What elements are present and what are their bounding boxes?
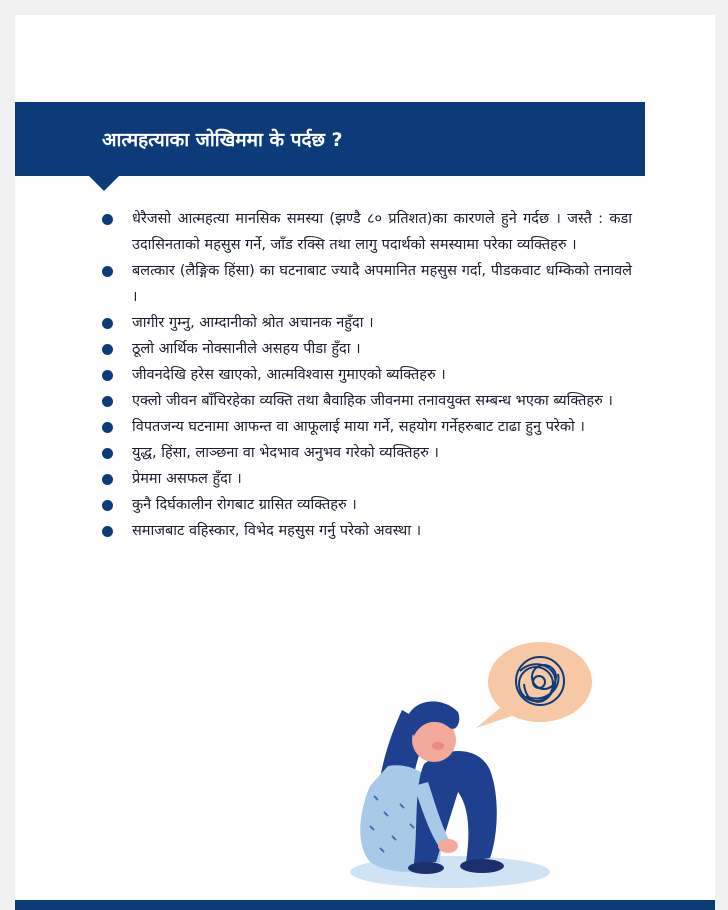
section-title: आत्महत्याका जोखिममा के पर्दछ ? bbox=[102, 129, 343, 151]
bullet-icon bbox=[102, 318, 113, 329]
bullet-icon bbox=[102, 344, 113, 355]
risk-list bbox=[100, 206, 632, 544]
list-item-text: धेरैजसो आत्महत्या मानसिक समस्या (झण्डै ८० प्रतिशत)का कारणले हुने गर्दछ । जस्तै : कडा उदासिनताको महसुस गर्ने, जाँड रक्सि तथा लागु पदार्थको समस्यामा परेका व्यक्तिहरु । bbox=[132, 211, 632, 253]
list-item bbox=[100, 206, 632, 258]
bullet-icon bbox=[102, 214, 113, 225]
list-item-text: समाजबाट वहिस्कार, विभेद महसुस गर्नु परेको अवस्था । bbox=[132, 523, 422, 539]
list-item bbox=[100, 362, 632, 388]
list-item bbox=[100, 492, 632, 518]
list-item-text: विपतजन्य घटनामा आफन्त वा आफूलाई माया गर्ने, सहयोग गर्नेहरुबाट टाढा हुनु परेको । bbox=[132, 419, 585, 435]
list-item-text: जीवनदेखि हरेस खाएको, आत्मविश्वास गुमाएको ब्यक्तिहरु । bbox=[132, 367, 446, 383]
bullet-icon bbox=[102, 266, 113, 277]
list-item bbox=[100, 466, 632, 492]
list-item bbox=[100, 258, 632, 310]
list-item-text: प्रेममा असफल हुँदा । bbox=[132, 471, 242, 487]
list-item bbox=[100, 440, 632, 466]
list-item-text: कुनै दिर्घकालीन रोगबाट ग्रासित व्यक्तिहरु । bbox=[132, 497, 357, 513]
hand bbox=[438, 839, 458, 853]
thought-bubble bbox=[476, 642, 592, 728]
cheek bbox=[432, 742, 444, 750]
bullet-icon bbox=[102, 396, 113, 407]
shoe bbox=[408, 862, 444, 874]
list-item-text: एक्लो जीवन बाँचिरहेका व्यक्ति तथा बैवाहिक जीवनमा तनावयुक्त सम्बन्ध भएका ब्यक्तिहरु । bbox=[132, 393, 613, 409]
bullet-icon bbox=[102, 526, 113, 537]
list-item bbox=[100, 310, 632, 336]
bullet-icon bbox=[102, 474, 113, 485]
footer-bar bbox=[15, 900, 715, 910]
sad-woman-illustration bbox=[340, 636, 640, 896]
bullet-icon bbox=[102, 422, 113, 433]
list-item bbox=[100, 518, 632, 544]
bullet-icon bbox=[102, 500, 113, 511]
bullet-icon bbox=[102, 448, 113, 459]
list-item-text: ठूलो आर्थिक नोक्सानीले असहय पीडा हुँदा । bbox=[132, 341, 361, 357]
list-item-text: युद्ध, हिंसा, लाञ्छना वा भेदभाव अनुभव गरेको व्यक्तिहरु । bbox=[132, 445, 439, 461]
list-item-text: जागीर गुम्नु, आम्दानीको श्रोत अचानक नहुँदा । bbox=[132, 315, 374, 331]
shoe bbox=[460, 859, 504, 873]
list-item bbox=[100, 336, 632, 362]
bullet-icon bbox=[102, 370, 113, 381]
list-item-text: बलत्कार (लैङ्गिक हिंसा) का घटनाबाट ज्यादै अपमानित महसुस गर्दा, पीडकवाट धम्किको तनावले । bbox=[132, 263, 632, 305]
list-item bbox=[100, 388, 632, 414]
banner-pointer bbox=[88, 175, 120, 191]
list-item bbox=[100, 414, 632, 440]
